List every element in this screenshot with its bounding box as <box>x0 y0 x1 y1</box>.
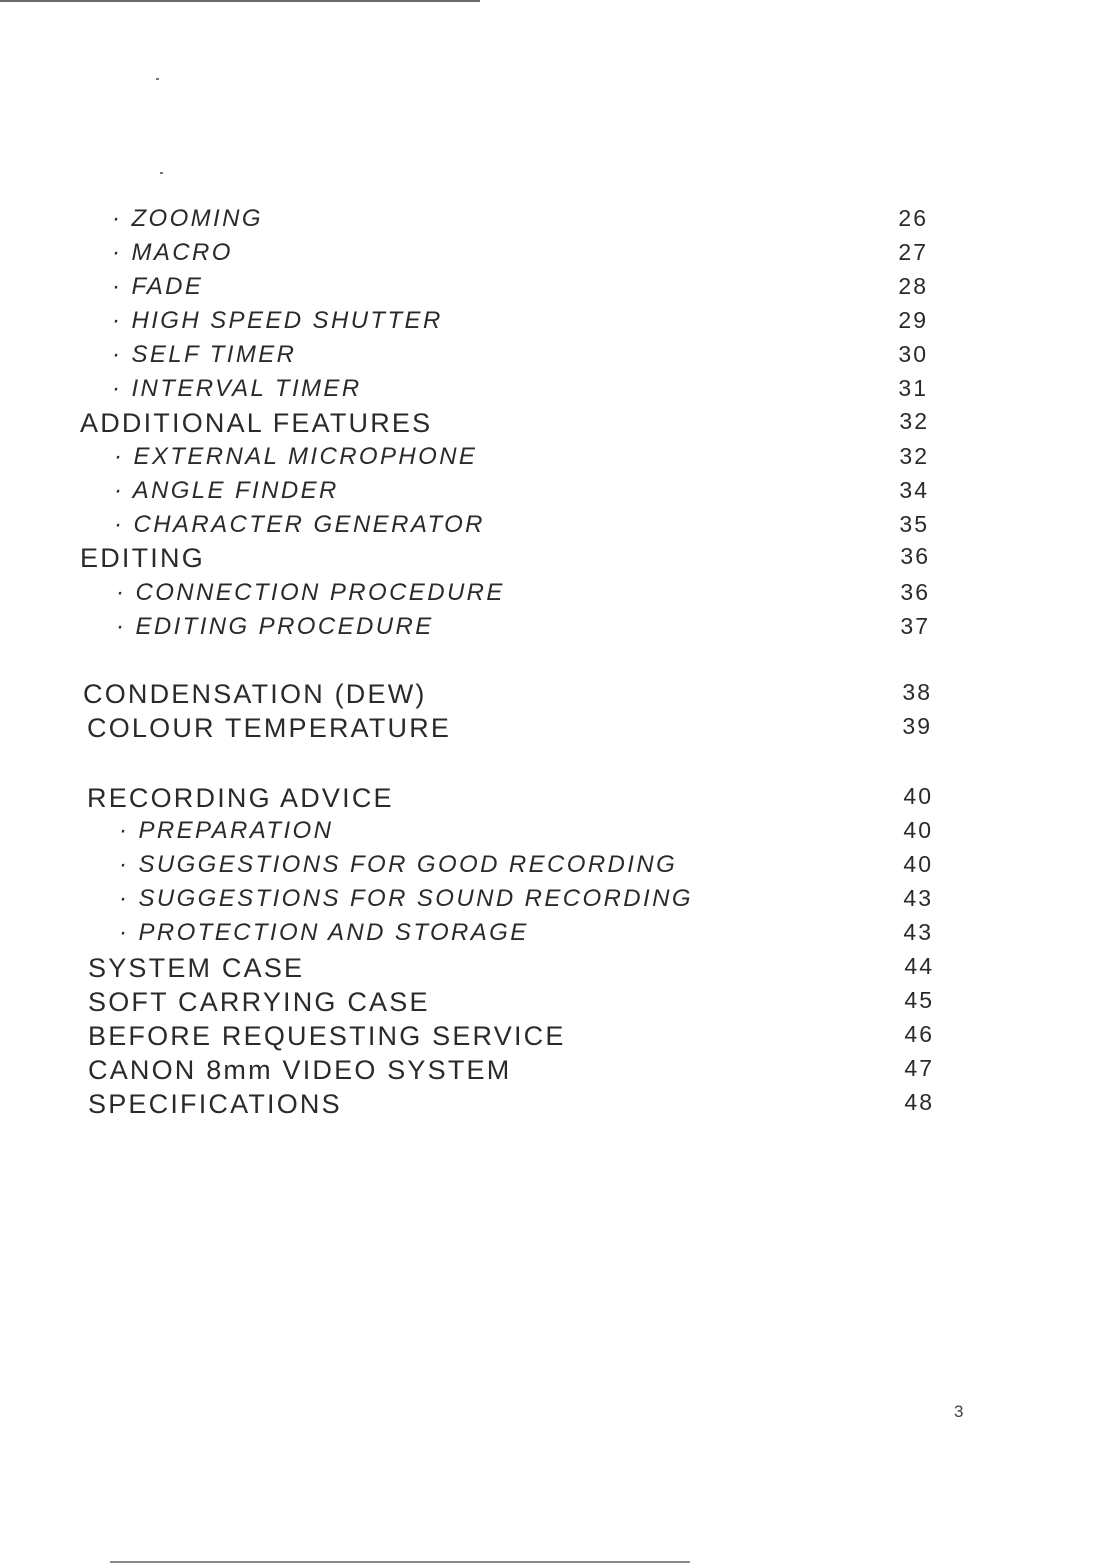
toc-entry-title: ADDITIONAL FEATURES <box>80 408 433 438</box>
toc-entry-title: · FADE <box>112 273 204 300</box>
toc-entry-title: · PROTECTION AND STORAGE <box>119 919 529 946</box>
toc-entry-title: · SUGGESTIONS FOR SOUND RECORDING <box>119 885 693 912</box>
toc-row[interactable] <box>0 443 1108 473</box>
toc-row[interactable] <box>0 307 1108 337</box>
toc-row[interactable] <box>0 953 1108 983</box>
toc-row[interactable] <box>0 543 1108 573</box>
toc-page-number: 43 <box>903 885 933 911</box>
toc-row[interactable] <box>0 613 1108 643</box>
toc-row[interactable] <box>0 375 1108 405</box>
toc-row[interactable] <box>0 851 1108 881</box>
toc-page-number: 34 <box>899 477 929 503</box>
toc-row[interactable] <box>0 1055 1108 1085</box>
toc-entry-title: · CONNECTION PROCEDURE <box>116 579 505 606</box>
toc-row[interactable] <box>0 511 1108 541</box>
toc-page-number: 36 <box>900 579 930 605</box>
toc-page-number: 35 <box>899 511 929 537</box>
toc-entry-title: · EDITING PROCEDURE <box>116 613 434 640</box>
toc-page-number: 32 <box>899 408 929 434</box>
toc-row[interactable] <box>0 783 1108 813</box>
toc-entry-title: BEFORE REQUESTING SERVICE <box>88 1021 566 1051</box>
page-folio-number: 3 <box>954 1402 964 1421</box>
toc-entry-title: · INTERVAL TIMER <box>112 375 362 402</box>
toc-entry-title: · HIGH SPEED SHUTTER <box>112 307 443 334</box>
toc-entry-title: · CHARACTER GENERATOR <box>114 511 485 538</box>
toc-entry-title: · EXTERNAL MICROPHONE <box>114 443 478 470</box>
toc-page-number: 29 <box>898 307 928 333</box>
toc-row[interactable] <box>0 579 1108 609</box>
toc-page-number: 28 <box>898 273 928 299</box>
toc-entry-title: CANON 8mm VIDEO SYSTEM <box>88 1055 512 1085</box>
toc-row[interactable] <box>0 477 1108 507</box>
toc-entry-title: · MACRO <box>112 239 233 266</box>
toc-row[interactable] <box>0 885 1108 915</box>
toc-row[interactable] <box>0 341 1108 371</box>
toc-page-number: 40 <box>903 817 933 843</box>
toc-page-number: 27 <box>898 239 928 265</box>
toc-entry-title: · SELF TIMER <box>112 341 297 368</box>
toc-entry-title: · ANGLE FINDER <box>114 477 339 504</box>
toc-page-number: 37 <box>900 613 930 639</box>
toc-row[interactable] <box>0 273 1108 303</box>
toc-row[interactable] <box>0 817 1108 847</box>
toc-page-number: 31 <box>898 375 928 401</box>
toc-entry-title: CONDENSATION (DEW) <box>83 679 427 709</box>
toc-row[interactable] <box>0 1089 1108 1119</box>
toc-row[interactable] <box>0 679 1108 709</box>
toc-page-number: 46 <box>904 1021 934 1047</box>
toc-page-number: 26 <box>898 205 928 231</box>
toc-entry-title: SOFT CARRYING CASE <box>88 987 430 1017</box>
toc-page-number: 45 <box>904 987 934 1013</box>
toc-page-number: 39 <box>902 713 932 739</box>
toc-row[interactable] <box>0 987 1108 1017</box>
toc-page-number: 40 <box>903 783 933 809</box>
toc-entry-title: RECORDING ADVICE <box>87 783 394 813</box>
toc-page-number: 44 <box>904 953 934 979</box>
toc-entry-title: SPECIFICATIONS <box>88 1089 342 1119</box>
toc-page-number: 30 <box>898 341 928 367</box>
toc-entry-title: · PREPARATION <box>119 817 334 844</box>
toc-page-number: 38 <box>902 679 932 705</box>
toc-page-number: 40 <box>903 851 933 877</box>
toc-row[interactable] <box>0 1021 1108 1051</box>
toc-page-number: 32 <box>899 443 929 469</box>
toc-entry-title: · ZOOMING <box>112 205 263 232</box>
toc-row[interactable] <box>0 713 1108 743</box>
toc-page-number: 47 <box>904 1055 934 1081</box>
toc-entry-title: EDITING <box>80 543 205 573</box>
toc-page-number: 36 <box>900 543 930 569</box>
toc-page-number: 43 <box>903 919 933 945</box>
toc-page-number: 48 <box>904 1089 934 1115</box>
toc-entry-title: · SUGGESTIONS FOR GOOD RECORDING <box>119 851 678 878</box>
toc-row[interactable] <box>0 239 1108 269</box>
toc-row[interactable] <box>0 408 1108 438</box>
toc-row[interactable] <box>0 919 1108 949</box>
toc-entry-title: SYSTEM CASE <box>88 953 305 983</box>
toc-row[interactable] <box>0 205 1108 235</box>
toc-entry-title: COLOUR TEMPERATURE <box>87 713 452 743</box>
